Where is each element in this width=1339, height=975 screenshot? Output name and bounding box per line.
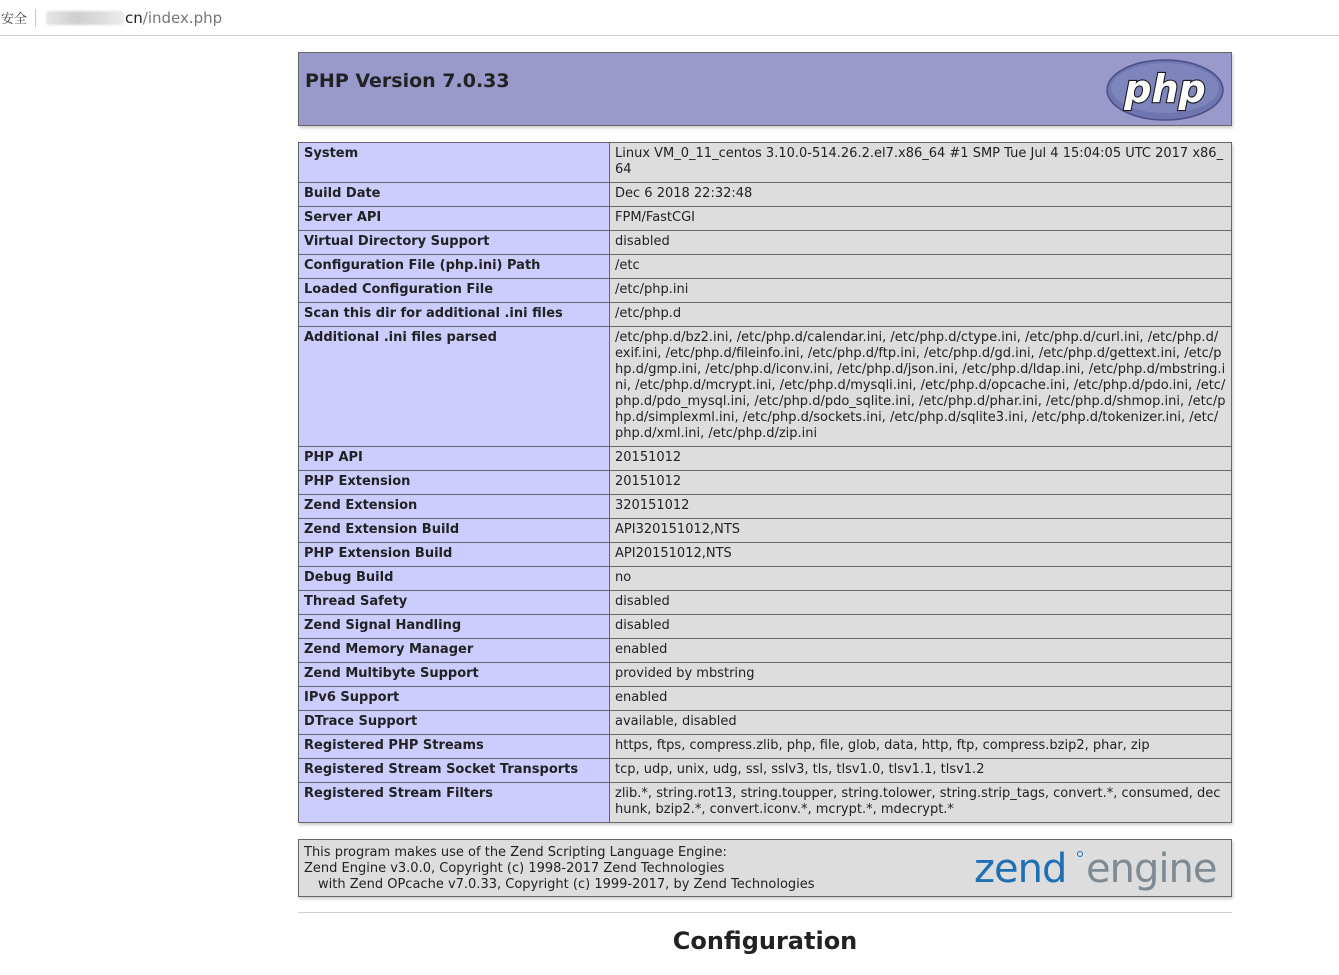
info-value: https, ftps, compress.zlib, php, file, glob, data, http, ftp, compress.bzip2, phar, zip (610, 735, 1232, 759)
browser-address-bar[interactable] (0, 0, 1339, 36)
info-value: 320151012 (610, 495, 1232, 519)
info-value: /etc (610, 255, 1232, 279)
redacted-url-host (46, 11, 124, 25)
info-key: Debug Build (299, 567, 610, 591)
info-value: /etc/php.ini (610, 279, 1232, 303)
phpinfo-content (298, 52, 1232, 955)
info-value: disabled (610, 615, 1232, 639)
security-indicator[interactable]: 安全 (1, 12, 28, 27)
info-value: enabled (610, 687, 1232, 711)
info-value: provided by mbstring (610, 663, 1232, 687)
info-key: Zend Extension (299, 495, 610, 519)
info-key: Build Date (299, 183, 610, 207)
info-value: disabled (610, 591, 1232, 615)
info-key: PHP Extension Build (299, 543, 610, 567)
zend-line-1: This program makes use of the Zend Scripting Language Engine: (304, 845, 727, 860)
configuration-heading: Configuration (672, 927, 858, 955)
info-key: PHP API (299, 447, 610, 471)
info-row (299, 255, 1232, 279)
info-key: System (299, 143, 610, 183)
info-key: Loaded Configuration File (299, 279, 610, 303)
info-value: available, disabled (610, 711, 1232, 735)
zend-logo-word-zend: zend (974, 846, 1067, 892)
info-value: enabled (610, 639, 1232, 663)
info-row (299, 543, 1232, 567)
info-row (299, 207, 1232, 231)
info-row (299, 231, 1232, 255)
info-value: disabled (610, 231, 1232, 255)
info-row (299, 519, 1232, 543)
info-row (299, 183, 1232, 207)
php-version-header (298, 52, 1232, 126)
info-key: Zend Memory Manager (299, 639, 610, 663)
info-key: Registered PHP Streams (299, 735, 610, 759)
info-row (299, 783, 1232, 823)
info-key: Additional .ini files parsed (299, 327, 610, 447)
info-row (299, 279, 1232, 303)
info-row (299, 663, 1232, 687)
info-value: 20151012 (610, 447, 1232, 471)
info-value: /etc/php.d (610, 303, 1232, 327)
url-path[interactable]: /index.php (142, 8, 223, 27)
info-key: Zend Multibyte Support (299, 663, 610, 687)
info-row (299, 327, 1232, 447)
zend-logo-word-engine: engine (1086, 846, 1217, 892)
info-row (299, 303, 1232, 327)
info-row (299, 447, 1232, 471)
info-value: /etc/php.d/bz2.ini, /etc/php.d/calendar.ini, /etc/php.d/ctype.ini, /etc/php.d/curl.ini, /etc/php.d/exif.ini, /etc/php.d/fileinfo.ini, /etc/php.d/ftp.ini, /etc/php.d/gd.ini, /etc/php.d/gettext.ini, /etc/php.d/gmp.ini, /etc/php.d/iconv.ini, /etc/php.d/json.ini, /etc/php.d/ldap.ini, /etc/php.d/mbstring.ini, /etc/php.d/mcrypt.ini, /etc/php.d/mysqli.ini, /etc/php.d/opcache.ini, /etc/php.d/pdo.ini, /etc/php.d/pdo_mysql.ini, /etc/php.d/pdo_sqlite.ini, /etc/php.d/phar.ini, /etc/php.d/shmop.ini, /etc/php.d/simplexml.ini, /etc/php.d/sockets.ini, /etc/php.d/sqlite3.ini, /etc/php.d/tokenizer.ini, /etc/php.d/xml.ini, /etc/php.d/zip.ini (610, 327, 1232, 447)
info-value: FPM/FastCGI (610, 207, 1232, 231)
info-key: IPv6 Support (299, 687, 610, 711)
zend-line-3: with Zend OPcache v7.0.33, Copyright (c) 1999-2017, by Zend Technologies (318, 877, 815, 892)
info-value: no (610, 567, 1232, 591)
info-key: Registered Stream Socket Transports (299, 759, 610, 783)
info-table (298, 142, 1232, 823)
registered-mark-icon (1078, 852, 1083, 857)
info-row (299, 615, 1232, 639)
info-value: Dec 6 2018 22:32:48 (610, 183, 1232, 207)
zend-engine-logo[interactable] (974, 844, 1226, 894)
address-bar-divider (35, 9, 36, 27)
info-value: tcp, udp, unix, udg, ssl, sslv3, tls, tlsv1.0, tlsv1.1, tlsv1.2 (610, 759, 1232, 783)
info-row (299, 735, 1232, 759)
info-value: API20151012,NTS (610, 543, 1232, 567)
info-row (299, 471, 1232, 495)
info-key: Virtual Directory Support (299, 231, 610, 255)
zend-engine-box (298, 839, 1232, 897)
info-key: Registered Stream Filters (299, 783, 610, 823)
url-host[interactable]: cn (125, 8, 143, 27)
info-row (299, 143, 1232, 183)
info-value: zlib.*, string.rot13, string.toupper, string.tolower, string.strip_tags, convert.*, consumed, dechunk, bzip2.*, convert.iconv.*, mcrypt.*, mdecrypt.* (610, 783, 1232, 823)
info-row (299, 567, 1232, 591)
info-value: Linux VM_0_11_centos 3.10.0-514.26.2.el7.x86_64 #1 SMP Tue Jul 4 15:04:05 UTC 2017 x86_64 (610, 143, 1232, 183)
info-row (299, 711, 1232, 735)
info-key: Scan this dir for additional .ini files (299, 303, 610, 327)
info-key: Configuration File (php.ini) Path (299, 255, 610, 279)
php-logo-text: php (1124, 67, 1206, 111)
info-key: DTrace Support (299, 711, 610, 735)
info-row (299, 687, 1232, 711)
info-key: PHP Extension (299, 471, 610, 495)
zend-line-2: Zend Engine v3.0.0, Copyright (c) 1998-2017 Zend Technologies (304, 861, 725, 876)
info-key: Thread Safety (299, 591, 610, 615)
info-row (299, 591, 1232, 615)
php-logo[interactable] (1105, 58, 1225, 122)
info-key: Zend Extension Build (299, 519, 610, 543)
info-key: Server API (299, 207, 610, 231)
info-row (299, 639, 1232, 663)
info-row (299, 759, 1232, 783)
section-divider (298, 912, 1232, 913)
info-value: API320151012,NTS (610, 519, 1232, 543)
info-key: Zend Signal Handling (299, 615, 610, 639)
page-title: PHP Version 7.0.33 (305, 70, 510, 92)
info-row (299, 495, 1232, 519)
info-value: 20151012 (610, 471, 1232, 495)
